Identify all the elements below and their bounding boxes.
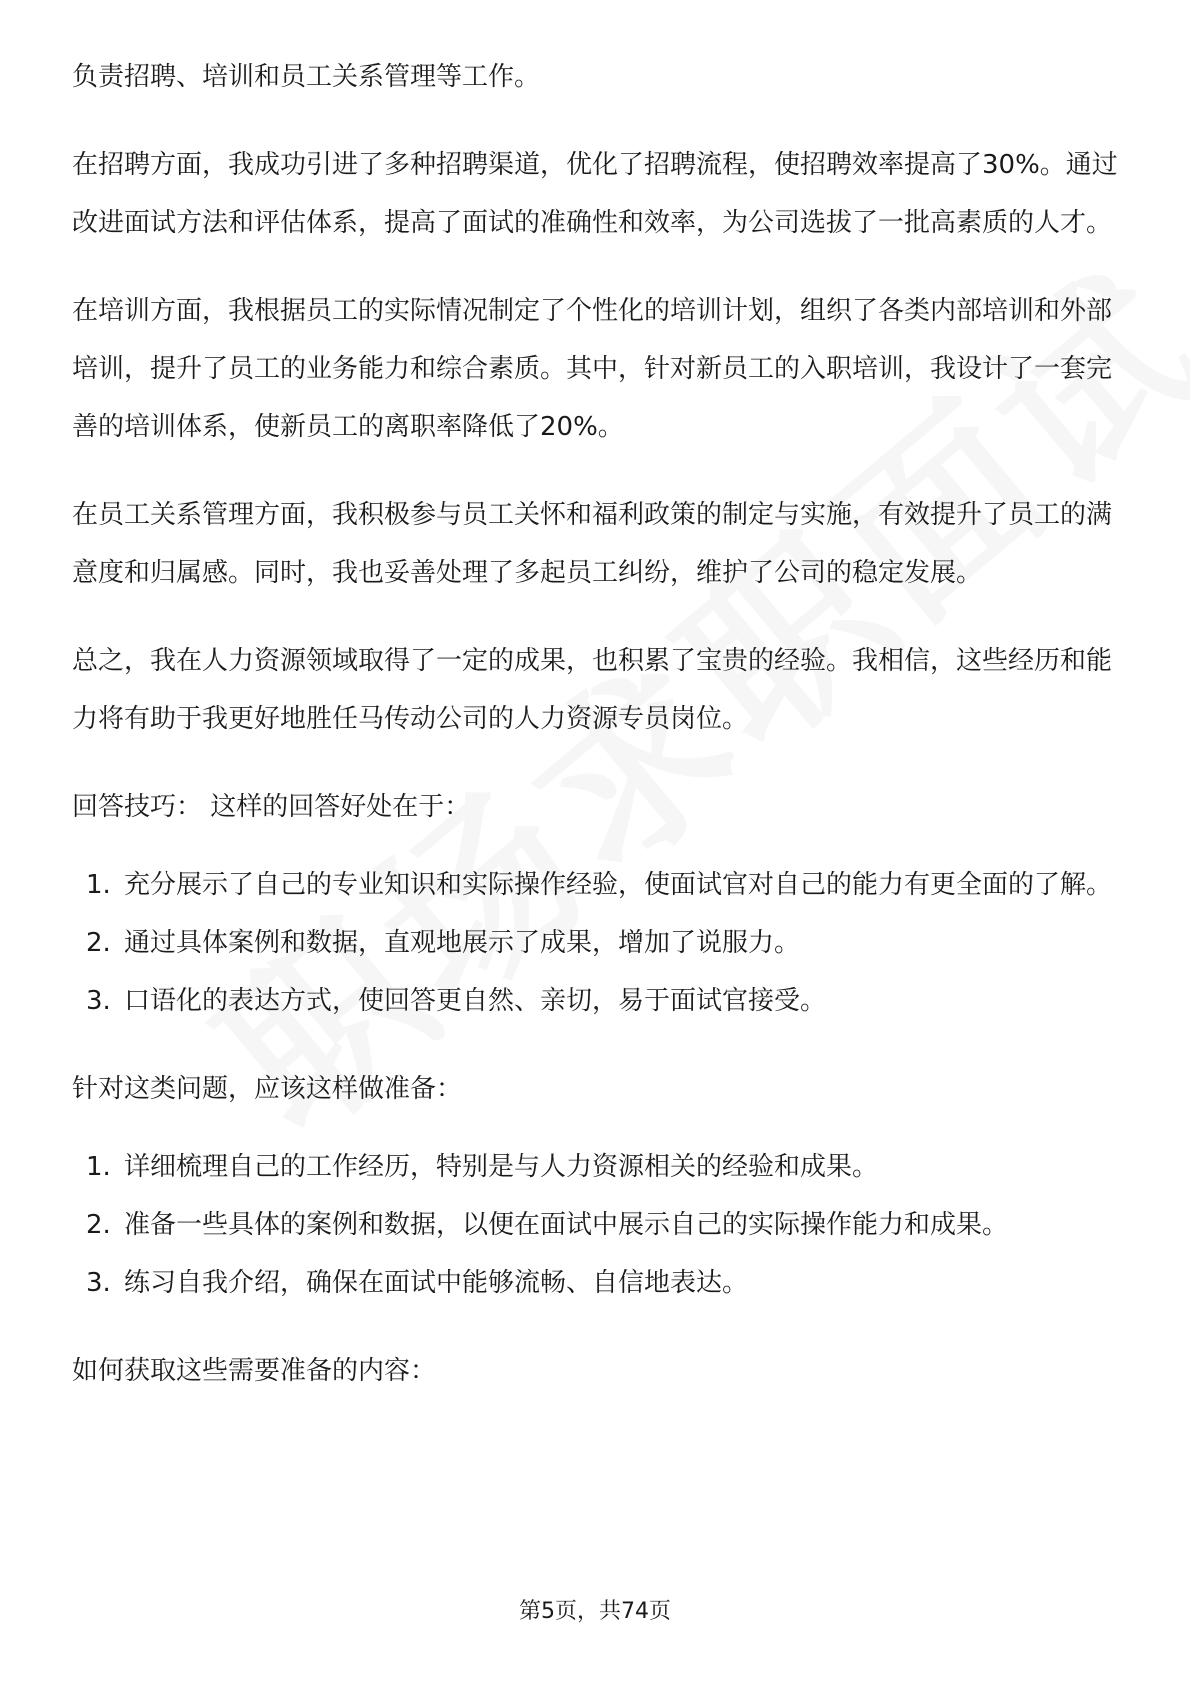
list-number: 2. xyxy=(86,928,111,958)
paragraph: 在培训方面，我根据员工的实际情况制定了个性化的培训计划，组织了各类内部培训和外部培训，提升了员工的业务能力和综合素质。其中，针对新员工的入职培训，我设计了一套完善的培训体系，使新员工的离职率降低了20%。 xyxy=(72,296,1113,442)
list-item xyxy=(72,1138,1122,1196)
list-item-text: 准备一些具体的案例和数据，以便在面试中展示自己的实际操作能力和成果。 xyxy=(124,1210,1009,1240)
list-item-text: 口语化的表达方式，使回答更自然、亲切，易于面试官接受。 xyxy=(124,986,827,1016)
list-item xyxy=(72,1254,1122,1312)
tips-heading: 回答技巧： 这样的回答好处在于： xyxy=(72,792,471,822)
prep-list xyxy=(72,1138,1122,1312)
tips-list xyxy=(72,856,1122,1030)
paragraph: 总之，我在人力资源领域取得了一定的成果，也积累了宝贵的经验。我相信，这些经历和能力将有助于我更好地胜任马传动公司的人力资源专员岗位。 xyxy=(72,646,1113,734)
list-number: 2. xyxy=(86,1210,111,1240)
page-number: 第5页，共74页 xyxy=(519,1599,671,1624)
list-item-text: 充分展示了自己的专业知识和实际操作经验，使面试官对自己的能力有更全面的了解。 xyxy=(124,870,1113,900)
list-item xyxy=(72,1196,1122,1254)
closing-heading: 如何获取这些需要准备的内容： xyxy=(72,1356,437,1386)
list-item xyxy=(72,914,1122,972)
paragraph: 在员工关系管理方面，我积极参与员工关怀和福利政策的制定与实施，有效提升了员工的满意度和归属感。同时，我也妥善处理了多起员工纠纷，维护了公司的稳定发展。 xyxy=(72,500,1113,588)
list-item-text: 练习自我介绍，确保在面试中能够流畅、自信地表达。 xyxy=(124,1268,749,1298)
paragraph: 负责招聘、培训和员工关系管理等工作。 xyxy=(72,62,541,92)
document-body xyxy=(72,48,1122,1400)
list-item-text: 通过具体案例和数据，直观地展示了成果，增加了说服力。 xyxy=(124,928,801,958)
list-item-text: 详细梳理自己的工作经历，特别是与人力资源相关的经验和成果。 xyxy=(124,1152,879,1182)
list-number: 1. xyxy=(86,870,111,900)
paragraph: 在招聘方面，我成功引进了多种招聘渠道，优化了招聘流程，使招聘效率提高了30%。通过改进面试方法和评估体系，提高了面试的准确性和效率，为公司选拔了一批高素质的人才。 xyxy=(72,150,1118,238)
list-item xyxy=(72,972,1122,1030)
list-number: 1. xyxy=(86,1152,111,1182)
list-item xyxy=(72,856,1122,914)
list-number: 3. xyxy=(86,1268,111,1298)
prep-heading: 针对这类问题，应该这样做准备： xyxy=(72,1074,463,1104)
list-number: 3. xyxy=(86,986,111,1016)
